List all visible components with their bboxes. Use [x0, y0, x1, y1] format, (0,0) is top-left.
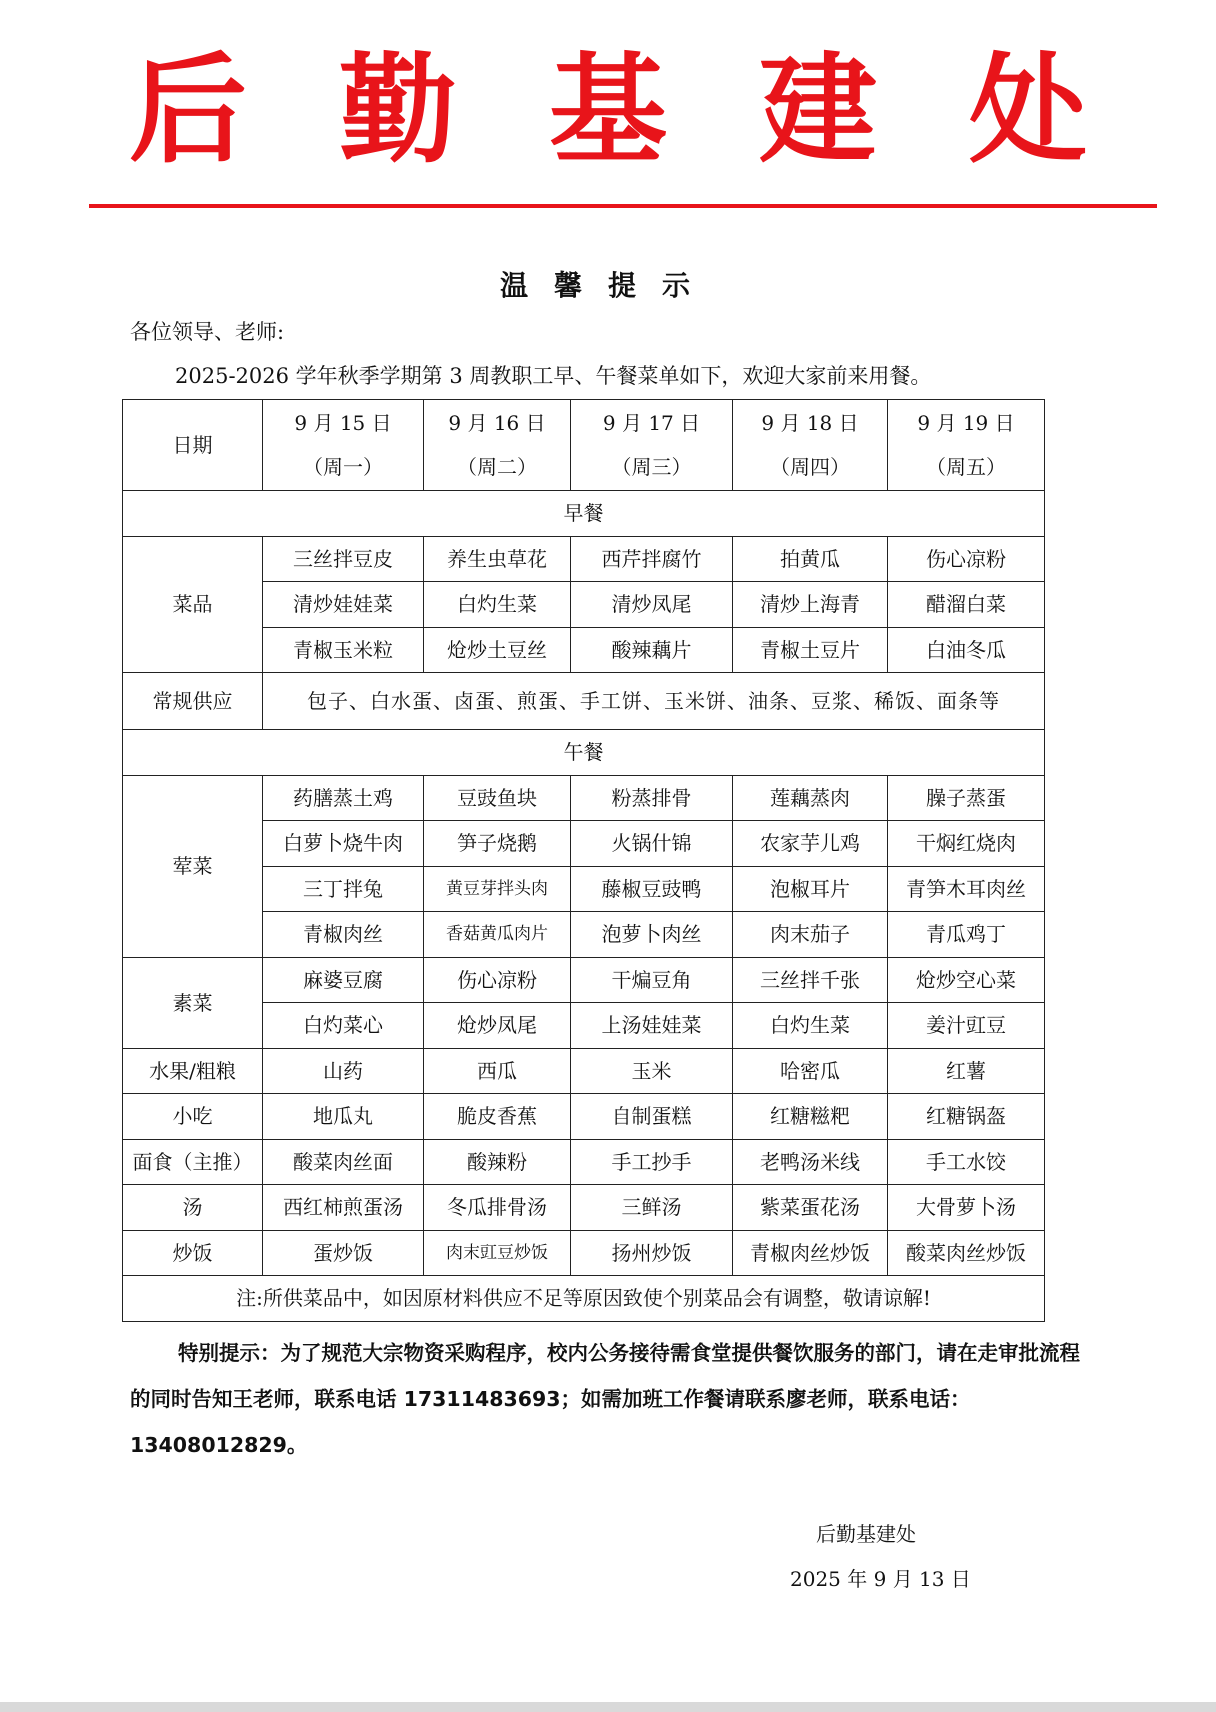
dish-cell: 炝炒空心菜 [888, 957, 1045, 1003]
dish-cell: 三丁拌兔 [263, 866, 424, 912]
dish-cell: 笋子烧鹅 [424, 821, 571, 867]
dish-cell: 肉末豇豆炒饭 [424, 1230, 571, 1276]
dish-cell: 藤椒豆豉鸭 [571, 866, 733, 912]
table-row [123, 1230, 1045, 1276]
intro-text: 2025-2026 学年秋季学期第 3 周教职工早、午餐菜单如下，欢迎大家前来用餐。 [175, 364, 932, 388]
dish-cell: 三丝拌千张 [733, 957, 888, 1003]
dish-cell: 红糖锅盔 [888, 1094, 1045, 1140]
dish-cell: 伤心凉粉 [888, 536, 1045, 582]
masthead-char: 建 [758, 40, 877, 179]
dish-cell: 白灼菜心 [263, 1003, 424, 1049]
dish-cell: 清炒凤尾 [571, 582, 733, 628]
date-label: 日期 [123, 400, 263, 491]
dish-cell: 香菇黄瓜肉片 [424, 912, 571, 958]
day-header: 9 月 16 日 （周二） [424, 400, 571, 491]
day-header: 9 月 19 日 （周五） [888, 400, 1045, 491]
signature-org: 后勤基建处 [816, 1522, 916, 1546]
dish-cell: 红糖糍粑 [733, 1094, 888, 1140]
table-row [123, 673, 1045, 730]
dish-cell: 干煸豆角 [571, 957, 733, 1003]
dish-cell: 三鲜汤 [571, 1185, 733, 1231]
table-row [123, 1185, 1045, 1231]
dish-cell: 手工水饺 [888, 1139, 1045, 1185]
dish-cell: 麻婆豆腐 [263, 957, 424, 1003]
notice-title: 温馨提示 [499, 269, 716, 302]
table-note: 注:所供菜品中，如因原材料供应不足等原因致使个别菜品会有调整，敬请谅解! [123, 1276, 1045, 1322]
regular-supply: 包子、白水蛋、卤蛋、煎蛋、手工饼、玉米饼、油条、豆浆、稀饭、面条等 [263, 673, 1045, 730]
dish-cell: 脆皮香蕉 [424, 1094, 571, 1140]
row-label: 面食（主推） [123, 1139, 263, 1185]
table-row [123, 730, 1045, 776]
dish-cell: 酸菜肉丝面 [263, 1139, 424, 1185]
table-row [123, 1276, 1045, 1322]
dish-cell: 白萝卜烧牛肉 [263, 821, 424, 867]
dish-cell: 清炒上海青 [733, 582, 888, 628]
dish-cell: 红薯 [888, 1048, 1045, 1094]
row-label: 素菜 [123, 957, 263, 1048]
dish-cell: 西红柿煎蛋汤 [263, 1185, 424, 1231]
dish-cell: 大骨萝卜汤 [888, 1185, 1045, 1231]
table-row [123, 957, 1045, 1003]
dish-cell: 拍黄瓜 [733, 536, 888, 582]
dish-cell: 蛋炒饭 [263, 1230, 424, 1276]
dish-cell: 老鸭汤米线 [733, 1139, 888, 1185]
section-lunch: 午餐 [123, 730, 1045, 776]
day-header: 9 月 18 日 （周四） [733, 400, 888, 491]
special-notice [130, 1330, 1090, 1468]
masthead-char: 基 [548, 40, 667, 179]
dish-cell: 上汤娃娃菜 [571, 1003, 733, 1049]
dish-cell: 农家芋儿鸡 [733, 821, 888, 867]
dish-cell: 手工抄手 [571, 1139, 733, 1185]
dish-cell: 炝炒土豆丝 [424, 627, 571, 673]
table-row [123, 1048, 1045, 1094]
dish-cell: 扬州炒饭 [571, 1230, 733, 1276]
dish-cell: 白灼生菜 [733, 1003, 888, 1049]
masthead [0, 40, 1216, 180]
table-row [123, 400, 1045, 491]
dish-cell: 自制蛋糕 [571, 1094, 733, 1140]
dish-cell: 酸辣粉 [424, 1139, 571, 1185]
row-label: 炒饭 [123, 1230, 263, 1276]
dish-cell: 紫菜蛋花汤 [733, 1185, 888, 1231]
dish-cell: 西瓜 [424, 1048, 571, 1094]
masthead-char: 后 [128, 40, 247, 179]
masthead-divider [89, 204, 1157, 208]
dish-cell: 青椒肉丝炒饭 [733, 1230, 888, 1276]
dish-cell: 干焖红烧肉 [888, 821, 1045, 867]
table-row [123, 1094, 1045, 1140]
dish-cell: 肉末茄子 [733, 912, 888, 958]
dish-cell: 清炒娃娃菜 [263, 582, 424, 628]
dish-cell: 姜汁豇豆 [888, 1003, 1045, 1049]
dish-cell: 冬瓜排骨汤 [424, 1185, 571, 1231]
row-label: 荤菜 [123, 775, 263, 957]
dish-cell: 青瓜鸡丁 [888, 912, 1045, 958]
dish-cell: 伤心凉粉 [424, 957, 571, 1003]
dish-cell: 白油冬瓜 [888, 627, 1045, 673]
table-row [123, 536, 1045, 582]
menu-table [122, 399, 1045, 1322]
salutation: 各位领导、老师: [130, 320, 285, 344]
dish-cell: 玉米 [571, 1048, 733, 1094]
dish-cell: 酸辣藕片 [571, 627, 733, 673]
dish-cell: 青椒玉米粒 [263, 627, 424, 673]
masthead-char: 勤 [338, 40, 457, 179]
dish-cell: 豆豉鱼块 [424, 775, 571, 821]
dish-cell: 青椒肉丝 [263, 912, 424, 958]
dish-cell: 醋溜白菜 [888, 582, 1045, 628]
table-row [123, 775, 1045, 821]
dish-cell: 哈密瓜 [733, 1048, 888, 1094]
row-label: 常规供应 [123, 673, 263, 730]
dish-cell: 炝炒凤尾 [424, 1003, 571, 1049]
dish-cell: 西芹拌腐竹 [571, 536, 733, 582]
dish-cell: 药膳蒸土鸡 [263, 775, 424, 821]
day-header: 9 月 15 日 （周一） [263, 400, 424, 491]
row-label: 水果/粗粮 [123, 1048, 263, 1094]
dish-cell: 养生虫草花 [424, 536, 571, 582]
masthead-char: 处 [968, 40, 1087, 179]
row-label: 菜品 [123, 536, 263, 673]
special-notice-text: 特别提示：为了规范大宗物资采购程序，校内公务接待需食堂提供餐饮服务的部门，请在走审批流程的同时告知王老师，联系电话 17311483693；如需加班工作餐请联系廖老师，联系电话：13408012829。 [130, 1341, 1080, 1457]
row-label: 小吃 [123, 1094, 263, 1140]
dish-cell: 酸菜肉丝炒饭 [888, 1230, 1045, 1276]
dish-cell: 白灼生菜 [424, 582, 571, 628]
dish-cell: 粉蒸排骨 [571, 775, 733, 821]
dish-cell: 泡萝卜肉丝 [571, 912, 733, 958]
section-breakfast: 早餐 [123, 491, 1045, 537]
row-label: 汤 [123, 1185, 263, 1231]
table-row [123, 491, 1045, 537]
dish-cell: 山药 [263, 1048, 424, 1094]
dish-cell: 莲藕蒸肉 [733, 775, 888, 821]
dish-cell: 臊子蒸蛋 [888, 775, 1045, 821]
bottom-bar [0, 1702, 1216, 1712]
dish-cell: 火锅什锦 [571, 821, 733, 867]
table-row [123, 1139, 1045, 1185]
day-header: 9 月 17 日 （周三） [571, 400, 733, 491]
dish-cell: 青椒土豆片 [733, 627, 888, 673]
dish-cell: 三丝拌豆皮 [263, 536, 424, 582]
dish-cell: 黄豆芽拌头肉 [424, 866, 571, 912]
signature-date: 2025 年 9 月 13 日 [790, 1567, 971, 1591]
dish-cell: 青笋木耳肉丝 [888, 866, 1045, 912]
dish-cell: 地瓜丸 [263, 1094, 424, 1140]
dish-cell: 泡椒耳片 [733, 866, 888, 912]
